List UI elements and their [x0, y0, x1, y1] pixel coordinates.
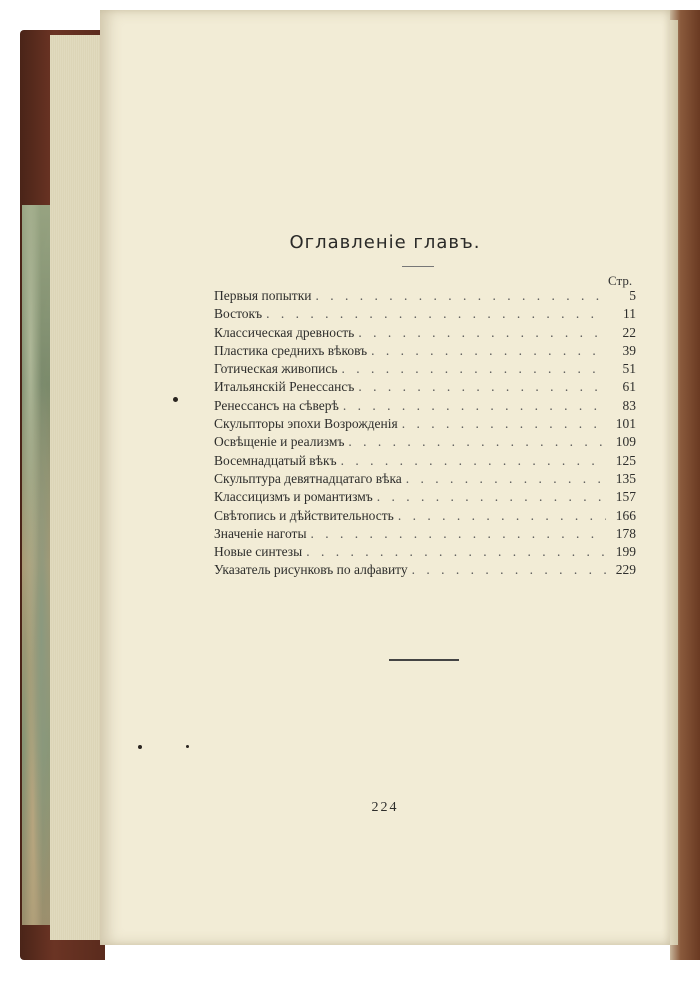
toc-entry-page: 51: [622, 361, 636, 377]
toc-entry-title: Пластика среднихъ вѣковъ: [214, 342, 368, 358]
toc-entry-title: Указатель рисунковъ по алфавиту: [214, 562, 408, 578]
toc-entry-title: Значеніе наготы: [214, 525, 307, 541]
toc-title: Оглавленіе главъ.: [289, 232, 481, 253]
toc-entry: [214, 526, 636, 544]
toc-entry-page: 101: [615, 416, 636, 432]
toc-leader-dots: [402, 416, 606, 432]
toc-entry: [214, 343, 636, 361]
toc-entry: [214, 544, 636, 562]
toc-leader-dots: [412, 562, 606, 578]
toc-entry-title: Итальянскій Ренессансъ: [214, 379, 355, 395]
toc-leader-dots: [358, 379, 606, 395]
toc-entry-title: Первыя попытки: [214, 288, 312, 303]
toc-entry-title: Новые синтезы: [214, 544, 303, 560]
toc-entry-page: 5: [629, 288, 636, 303]
toc-entry-title: Востокъ: [214, 306, 263, 322]
page-number: 224: [371, 800, 399, 815]
toc-entry-title: Освѣщеніе и реализмъ: [214, 434, 345, 450]
page-column-label: Стр.: [608, 273, 633, 288]
toc-entry: [214, 489, 636, 507]
toc-entry-title: Восемнадцатый вѣкъ: [214, 452, 337, 468]
toc-entry: [214, 562, 636, 580]
toc-entry-title: Классическая древность: [214, 324, 355, 340]
toc-leader-dots: [342, 361, 606, 377]
toc-entry: [214, 361, 636, 379]
end-rule: [389, 659, 459, 661]
toc-entry-page: 83: [622, 397, 636, 413]
toc-entry-page: 135: [615, 470, 636, 486]
toc-entry-page: 61: [622, 379, 636, 395]
ink-speck: [186, 745, 189, 748]
toc-entry: [214, 379, 636, 397]
ink-speck: [173, 397, 178, 402]
toc-entry-page: 199: [615, 544, 636, 560]
toc-entry-page: 22: [622, 324, 636, 340]
toc-leader-dots: [358, 325, 606, 341]
toc-leader-dots: [266, 306, 606, 322]
toc-entry: [214, 471, 636, 489]
toc-leader-dots: [306, 544, 606, 560]
toc-entry-title: Скульпторы эпохи Возрожденія: [214, 416, 398, 432]
toc-leader-dots: [315, 288, 606, 304]
toc-entry-page: 39: [622, 342, 636, 358]
toc-entry-page: 166: [615, 507, 636, 523]
toc-leader-dots: [348, 434, 606, 450]
toc-leader-dots: [343, 398, 606, 414]
marbled-spine: [22, 205, 50, 925]
book-page: [100, 10, 670, 945]
toc-entry-title: Готическая живопись: [214, 361, 338, 377]
toc-entry-title: Свѣтопись и дѣйствительность: [214, 507, 394, 523]
toc-leader-dots: [377, 489, 606, 505]
toc-entry-page: 157: [615, 489, 636, 505]
toc-entry-page: 229: [615, 562, 636, 578]
toc-leader-dots: [341, 453, 606, 469]
toc-entry: [214, 398, 636, 416]
toc-leader-dots: [371, 343, 606, 359]
toc-entry: [214, 508, 636, 526]
ink-speck: [138, 745, 142, 749]
toc-entry-page: 125: [615, 452, 636, 468]
toc-leader-dots: [406, 471, 606, 487]
toc-entry: [214, 306, 636, 324]
toc-entry-title: Ренессансъ на сѣверѣ: [214, 397, 339, 413]
toc-entry: [214, 325, 636, 343]
toc-entry: [214, 453, 636, 471]
toc-leader-dots: [398, 508, 606, 524]
title-rule: [402, 266, 434, 267]
toc-entry: [214, 434, 636, 452]
toc-entry-page: 11: [623, 306, 636, 322]
toc-entry-title: Классицизмъ и романтизмъ: [214, 489, 373, 505]
toc-entry: [214, 288, 636, 306]
toc-leader-dots: [311, 526, 606, 542]
toc-entry-page: 109: [615, 434, 636, 450]
toc-entry-title: Скульптура девятнадцатаго вѣка: [214, 470, 402, 486]
toc-entry-page: 178: [615, 525, 636, 541]
toc-list: [214, 288, 636, 581]
toc-entry: [214, 416, 636, 434]
